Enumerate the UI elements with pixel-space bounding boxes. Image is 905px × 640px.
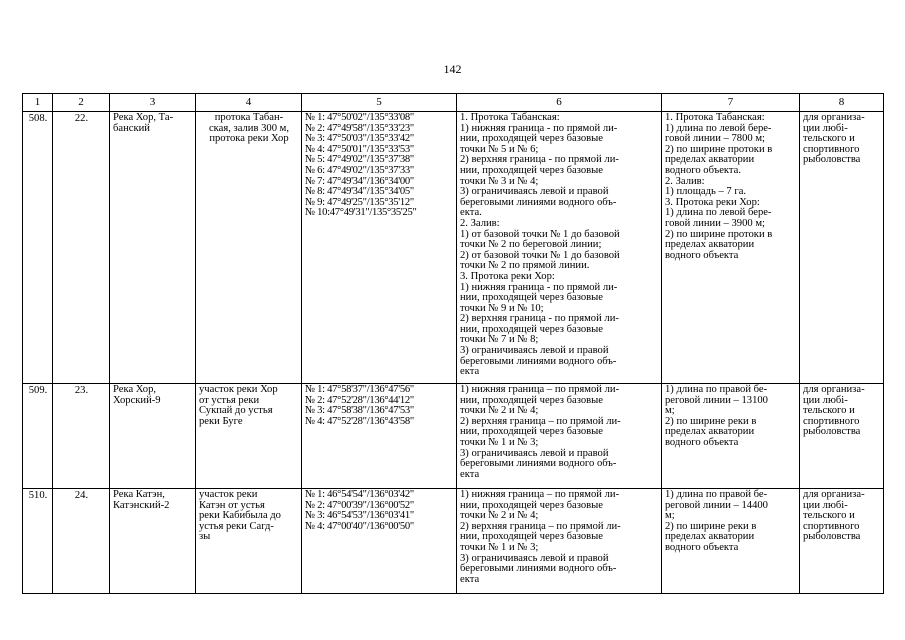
cell-line: 1) от базовой точки № 1 до базовой [460, 228, 620, 240]
cell-line: № 2: 47°49'58"/135°33'23" [305, 122, 414, 134]
fishing-areas-table [22, 93, 884, 594]
cell-line: 2) по ширине протоки в [665, 143, 773, 155]
cell-line: точки № 3 и № 4; [460, 175, 539, 187]
cell-line: точки № 7 и № 8; [460, 334, 539, 346]
cell-line: 3) ограничиваясь левой и правой [460, 186, 609, 198]
column-header: 6 [457, 94, 662, 112]
cell-line: водного объекта. [665, 164, 742, 176]
cell-line: точки № 2 по прямой линии. [460, 260, 590, 272]
row-number: 509. [23, 384, 53, 489]
base-point-coordinates [302, 489, 457, 594]
cell-line: 1. Протока Табанская: [665, 112, 765, 123]
area-section [196, 112, 302, 384]
cell-line: береговыми линиями водного объ- [460, 458, 617, 470]
cell-line: № 9: 47°49'25"/135°35'12" [305, 196, 414, 208]
cell-line: 3. Протока реки Хор: [665, 196, 760, 208]
cell-line: рыболовства [803, 531, 861, 543]
cell-line: водного объекта [665, 541, 739, 553]
table-row [23, 384, 884, 489]
cell-line: береговыми линиями водного объ- [460, 196, 617, 208]
cell-line: реговой линии – 13100 [665, 394, 768, 406]
cell-line: 2) верхняя граница - по прямой ли- [460, 154, 619, 166]
cell-line: спортивного [803, 415, 860, 427]
cell-line: спортивного [803, 520, 860, 532]
cell-line: Катэнский-2 [113, 499, 170, 511]
cell-line: № 4: 47°52'28"/136°43'58" [305, 415, 414, 427]
base-point-coordinates [302, 112, 457, 384]
cell-line: 3) ограничиваясь левой и правой [460, 345, 609, 357]
cell-line: № 1: 47°58'37"/136°47'56" [305, 384, 414, 395]
area-boundaries [457, 384, 662, 489]
cell-line: нии, проходящей через базовые [460, 499, 603, 511]
cell-line: рыболовства [803, 426, 861, 438]
cell-line: ции любі- [803, 122, 848, 134]
column-header: 5 [302, 94, 457, 112]
cell-line: участок реки Хор [199, 384, 278, 395]
cell-line: 3) ограничиваясь левой и правой [460, 447, 609, 459]
row-subnumber: 23. [53, 384, 110, 489]
area-boundaries [457, 489, 662, 594]
cell-line: нии, проходящей через базовые [460, 531, 603, 543]
cell-line: 1) длина по правой бе- [665, 489, 768, 500]
cell-line: № 7: 47°49'34"/136°34'00" [305, 175, 414, 187]
cell-line: 1) нижняя граница - по прямой ли- [460, 281, 618, 293]
cell-line: участок реки [199, 489, 258, 500]
cell-line: № 3: 47°58'38"/136°47'53" [305, 405, 414, 417]
cell-line: точки № 1 и № 3; [460, 541, 539, 553]
cell-line: № 10:47°49'31"/135°35'25" [305, 207, 417, 219]
cell-line: пределах акватории [665, 239, 755, 251]
cell-line: водного объекта [665, 249, 739, 261]
cell-line: 1. Протока Табанская: [460, 112, 560, 123]
cell-line: № 3: 47°50'03"/135°33'42" [305, 133, 414, 145]
cell-line: ции любі- [803, 394, 848, 406]
area-size [662, 489, 800, 594]
cell-line: 2) от базовой точки № 1 до базовой [460, 249, 620, 261]
area-size [662, 112, 800, 384]
cell-line: реки Бугe [199, 415, 243, 427]
cell-line: № 2: 47°52'28"/136°44'12" [305, 394, 414, 406]
cell-line: екта [460, 468, 480, 480]
cell-line: для организа- [803, 489, 865, 500]
cell-line: № 6: 47°49'02"/135°37'33" [305, 164, 414, 176]
cell-line: зы [199, 531, 211, 543]
cell-line: 1) нижняя граница - по прямой ли- [460, 122, 618, 134]
page-number: 142 [443, 62, 462, 76]
area-purpose [800, 489, 884, 594]
cell-line: точки № 2 по береговой линии; [460, 239, 602, 251]
cell-line: 1) нижняя граница – по прямой ли- [460, 384, 620, 395]
cell-line: береговыми линиями водного объ- [460, 355, 617, 367]
cell-line: Река Хор, [113, 384, 157, 395]
cell-line: реки Кабибыла до [199, 510, 281, 522]
cell-line: для организа- [803, 384, 865, 395]
cell-line: 3) ограничиваясь левой и правой [460, 552, 609, 564]
column-header: 2 [53, 94, 110, 112]
cell-line: 2. Залив: [460, 217, 500, 229]
cell-line: № 1: 46°54'54"/136°03'42" [305, 489, 414, 500]
area-section [196, 489, 302, 594]
column-header: 8 [800, 94, 884, 112]
cell-line: Сукпай до устья [199, 405, 273, 417]
cell-line: нии, проходящей через базовые [460, 292, 603, 304]
cell-line: № 3: 46°54'53"/136°03'41" [305, 510, 414, 522]
cell-line: пределах акватории [665, 154, 755, 166]
cell-line: № 1: 47°50'02"/135°33'08" [305, 112, 414, 123]
cell-line: для организа- [803, 112, 865, 123]
cell-line: водного объекта [665, 436, 739, 448]
water-body-name [110, 489, 196, 594]
row-subnumber: 22. [53, 112, 110, 384]
cell-line: № 4: 47°50'01"/135°33'53" [305, 143, 414, 155]
cell-line: 1) длина по левой бере- [665, 122, 772, 134]
cell-line: протока реки Хор [209, 133, 289, 145]
cell-line: от устья реки [199, 394, 260, 406]
cell-line: береговыми линиями водного объ- [460, 563, 617, 575]
cell-line: точки № 9 и № 10; [460, 302, 544, 314]
table-row [23, 489, 884, 594]
water-body-name [110, 384, 196, 489]
area-section [196, 384, 302, 489]
cell-line: ции любі- [803, 499, 848, 511]
cell-line: № 8: 47°49'34"/135°34'05" [305, 186, 414, 198]
cell-line: тельского и [803, 133, 855, 145]
table-row [23, 112, 884, 384]
cell-line: № 4: 47°00'40"/136°00'50" [305, 520, 414, 532]
cell-line: ская, залив 300 м, [208, 122, 290, 134]
cell-line: устья реки Сагд- [199, 520, 274, 532]
cell-line: спортивного [803, 143, 860, 155]
cell-line: реговой линии – 14400 [665, 499, 768, 511]
column-header: 3 [110, 94, 196, 112]
cell-line: протока Табан- [214, 112, 284, 123]
cell-line: нии, проходящей через базовые [460, 426, 603, 438]
column-header: 4 [196, 94, 302, 112]
cell-line: пределах акватории [665, 426, 755, 438]
cell-line: 2) верхняя граница – по прямой ли- [460, 415, 621, 427]
cell-line: точки № 2 и № 4; [460, 405, 539, 417]
cell-line: банский [113, 122, 150, 134]
cell-line: тельского и [803, 510, 855, 522]
cell-line: м; [665, 405, 675, 417]
cell-line: рыболовства [803, 154, 861, 166]
cell-line: тельского и [803, 405, 855, 417]
cell-line: № 2: 47°00'39"/136°00'52" [305, 499, 414, 511]
cell-line: точки № 5 и № 6; [460, 143, 539, 155]
cell-line: 1) площадь – 7 га. [665, 186, 747, 198]
cell-line: говой линии – 7800 м; [665, 133, 765, 145]
cell-line: екта [460, 573, 480, 585]
cell-line: 2) по ширине реки в [665, 520, 757, 532]
cell-line: 1) нижняя граница – по прямой ли- [460, 489, 620, 500]
cell-line: 2) верхняя граница – по прямой ли- [460, 520, 621, 532]
area-size [662, 384, 800, 489]
cell-line: Река Катэн, [113, 489, 165, 500]
cell-line: екта [460, 366, 480, 378]
cell-line: 2) верхняя граница - по прямой ли- [460, 313, 619, 325]
cell-line: точки № 2 и № 4; [460, 510, 539, 522]
cell-line: 2) по ширине реки в [665, 415, 757, 427]
column-header: 1 [23, 94, 53, 112]
base-point-coordinates [302, 384, 457, 489]
cell-line: 1) длина по правой бе- [665, 384, 768, 395]
column-header: 7 [662, 94, 800, 112]
cell-line: м; [665, 510, 675, 522]
cell-line: нии, проходящей через базовые [460, 323, 603, 335]
area-purpose [800, 384, 884, 489]
cell-line: нии, проходящей через базовые [460, 394, 603, 406]
cell-line: 2) по ширине протоки в [665, 228, 773, 240]
cell-line: Река Хор, Та- [113, 112, 174, 123]
cell-line: 2. Залив: [665, 175, 705, 187]
cell-line: екта. [460, 207, 482, 219]
cell-line: 3. Протока реки Хор: [460, 270, 555, 282]
cell-line: точки № 1 и № 3; [460, 436, 539, 448]
cell-line: Хорский-9 [113, 394, 161, 406]
header-row [23, 94, 884, 112]
row-subnumber: 24. [53, 489, 110, 594]
cell-line: говой линии – 3900 м; [665, 217, 765, 229]
cell-line: Катэн от устья [199, 499, 265, 511]
cell-line: № 5: 47°49'02"/135°37'38" [305, 154, 414, 166]
cell-line: нии, проходящей через базовые [460, 133, 603, 145]
water-body-name [110, 112, 196, 384]
cell-line: пределах акватории [665, 531, 755, 543]
cell-line: 1) длина по левой бере- [665, 207, 772, 219]
row-number: 508. [23, 112, 53, 384]
area-purpose [800, 112, 884, 384]
row-number: 510. [23, 489, 53, 594]
cell-line: нии, проходящей через базовые [460, 164, 603, 176]
area-boundaries [457, 112, 662, 384]
